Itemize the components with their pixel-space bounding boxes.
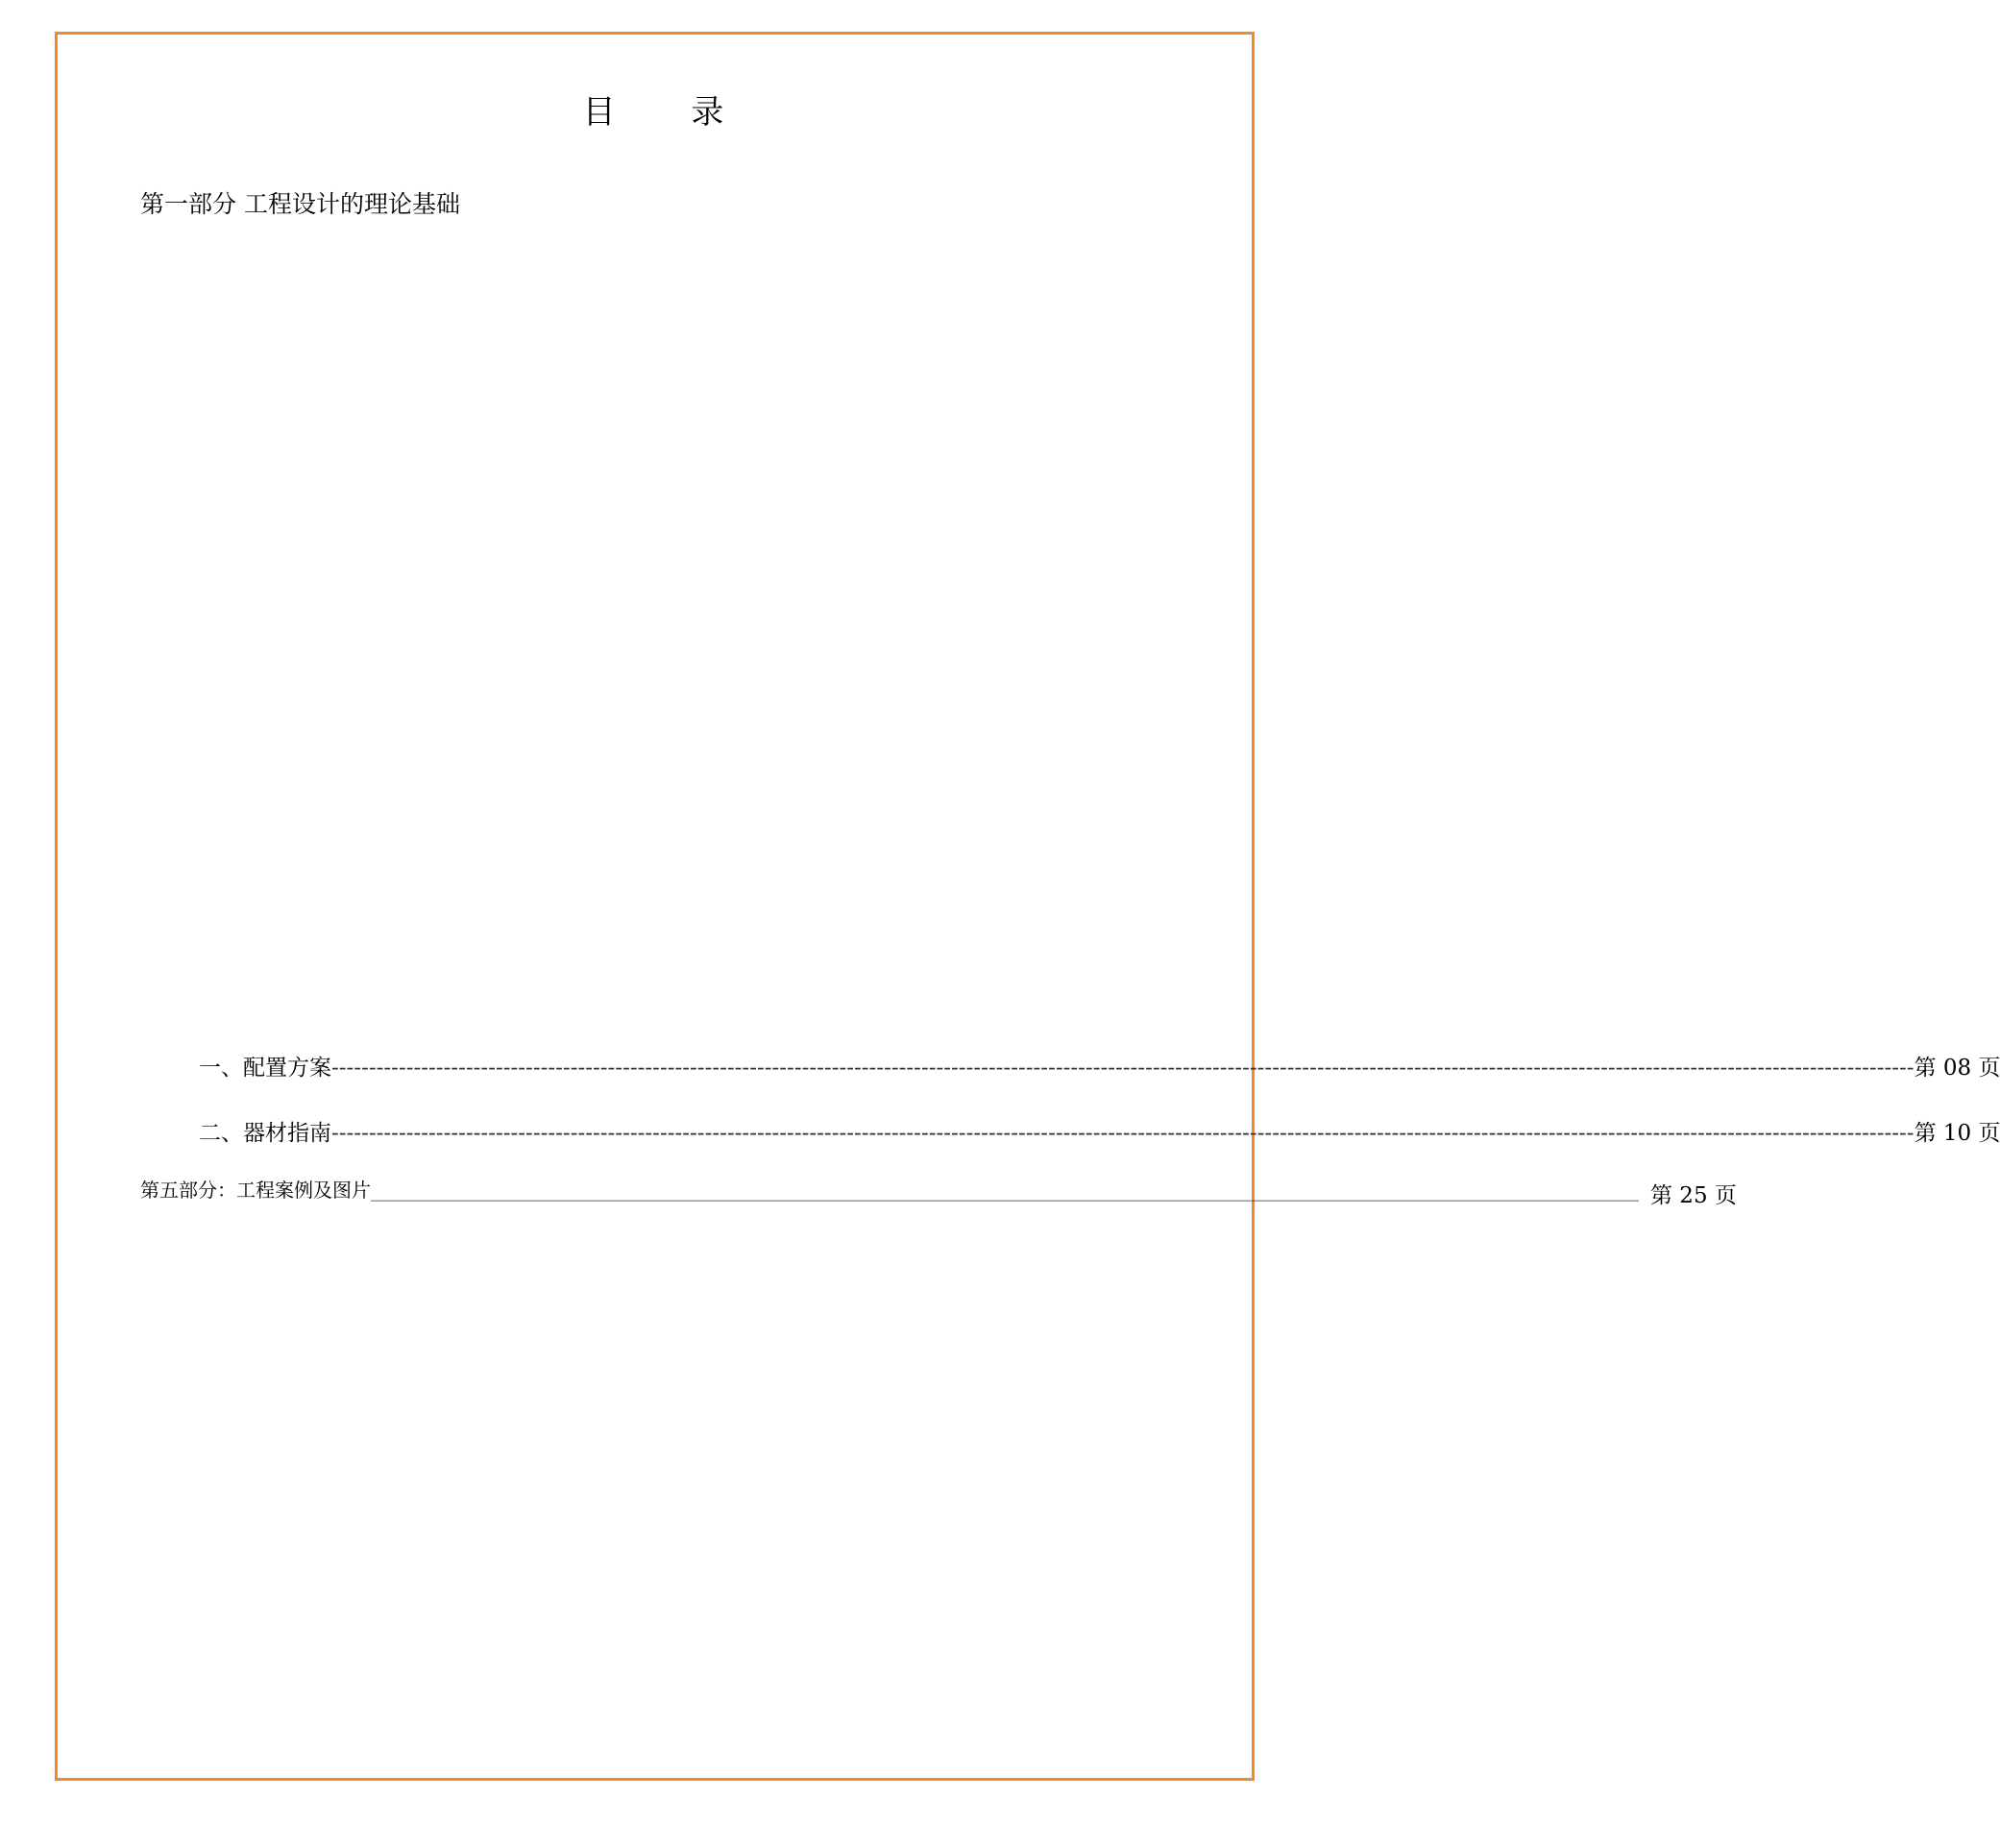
toc-title: 目 录 (582, 93, 757, 132)
toc-entry-page: 第 08 页 (1914, 1056, 2000, 1081)
toc-entry-label: 一、配置方案 (199, 1056, 331, 1081)
toc-entry-page: 第 10 页 (1914, 1121, 2000, 1146)
toc-entry-part5-cases[interactable] (140, 1177, 1737, 1208)
toc-dash-leader: -------------------------------------------------------------------------------------------------------------------------------------------------------------------------------------------------------------------- (331, 1056, 1915, 1081)
toc-entry-equipment-guide[interactable] (199, 1120, 2000, 1149)
page-border (55, 32, 1255, 1781)
toc-underscore-leader: ____________________________________________________________________________________________________________________________________ (371, 1179, 1639, 1202)
toc-entry-page: 第 25 页 (1650, 1183, 1737, 1208)
toc-entry-label: 二、器材指南 (199, 1121, 331, 1146)
toc-entry-configuration[interactable] (199, 1055, 2000, 1083)
toc-dash-leader: -------------------------------------------------------------------------------------------------------------------------------------------------------------------------------------------------------------------- (331, 1121, 1915, 1146)
toc-entry-label: 第五部分：工程案例及图片 (140, 1179, 371, 1202)
part1-heading: 第一部分 工程设计的理论基础 (140, 190, 460, 218)
